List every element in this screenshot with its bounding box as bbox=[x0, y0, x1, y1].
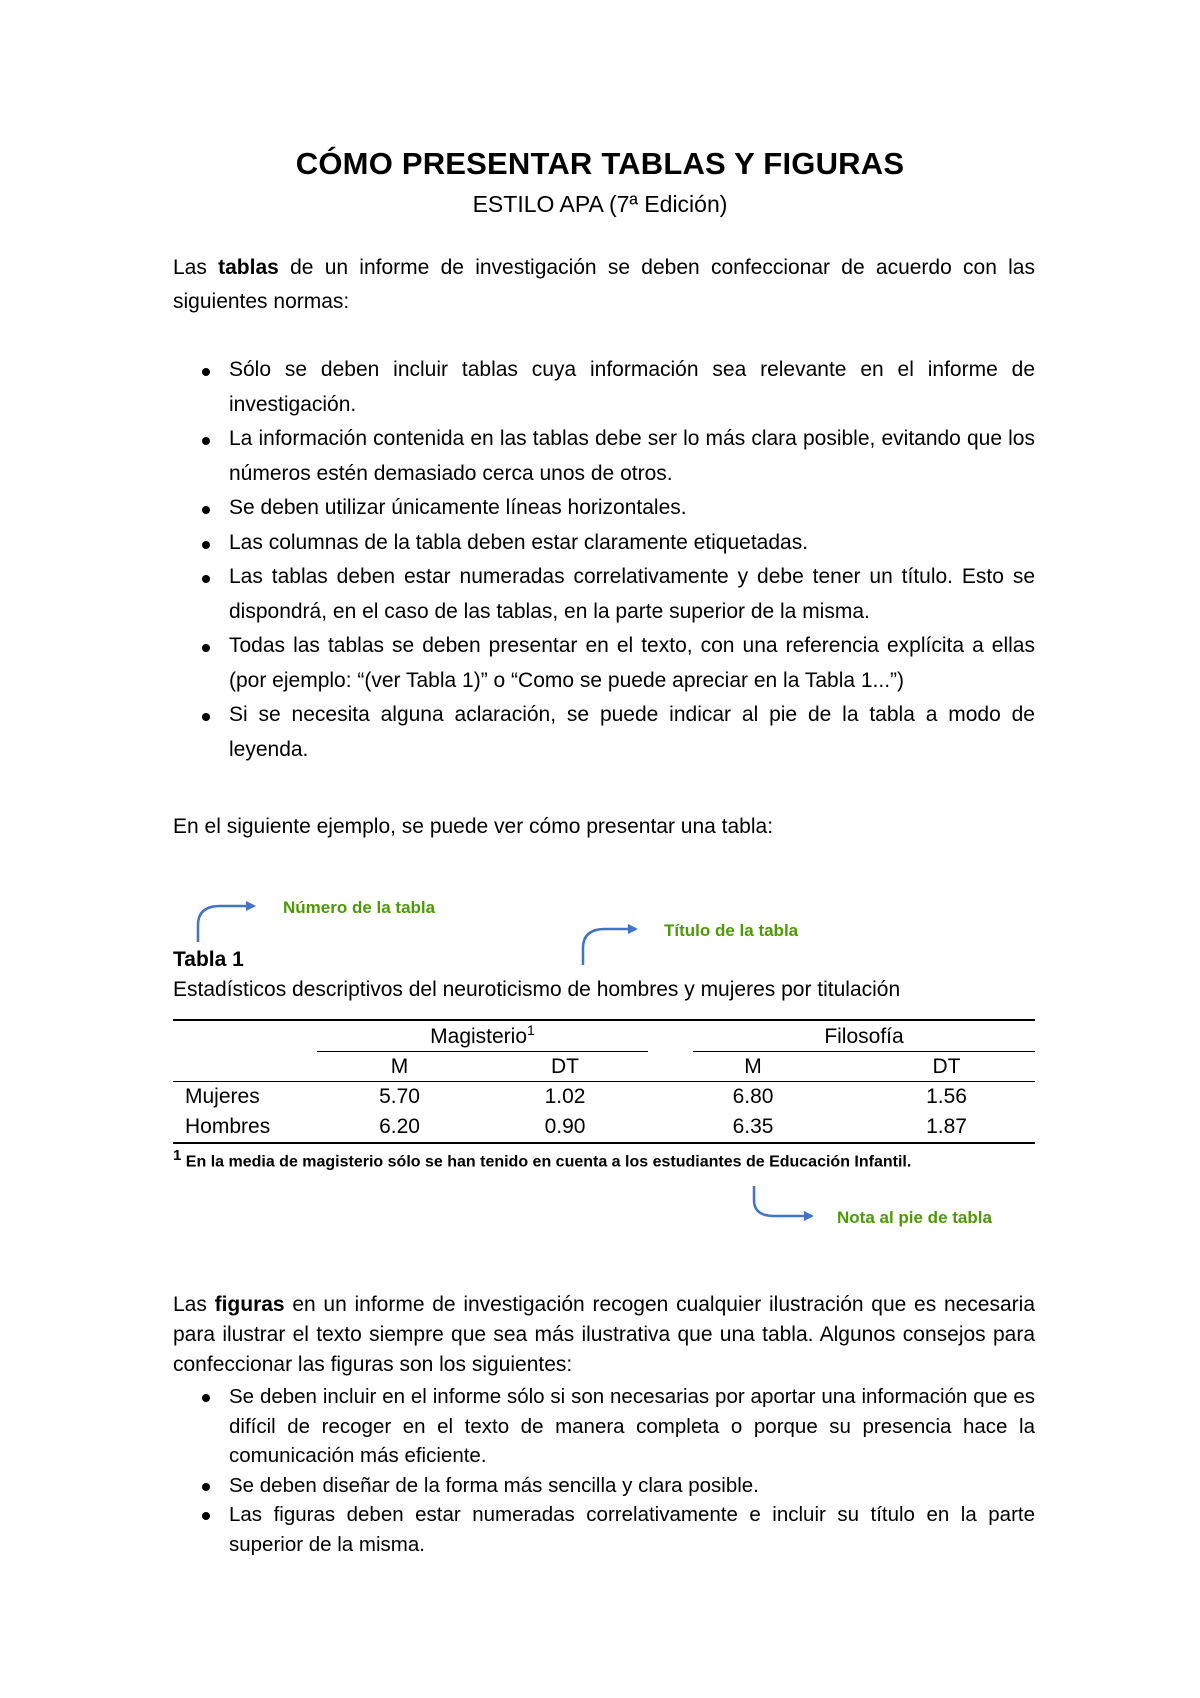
group-header-magisterio: Magisterio$^1$ bbox=[430, 1022, 535, 1048]
list-item: Todas las tablas se deben presentar en el texto, con una referencia explícita a ellas (por ejemplo: “(ver Tabla 1)” o “Como se puede apreciar en la Tabla 1...”) bbox=[173, 629, 1035, 698]
table-cell: 1.02 bbox=[544, 1085, 586, 1108]
example-intro: En el siguiente ejemplo, se puede ver cómo presentar una tabla: bbox=[173, 815, 774, 838]
subheader-cell: DT bbox=[551, 1055, 579, 1078]
list-item: La información contenida en las tablas debe ser lo más clara posible, evitando que los números estén demasiado cerca unos de otros. bbox=[173, 422, 1035, 491]
list-item: Sólo se deben incluir tablas cuya información sea relevante en el informe de investigación. bbox=[173, 353, 1035, 422]
table-number-arrow-icon bbox=[198, 906, 254, 942]
table-number-annotation: Número de la tabla bbox=[283, 898, 436, 917]
subheader-cell: DT bbox=[932, 1055, 961, 1078]
figures-intro: Las figuras en un informe de investigación recogen cualquier ilustración que es necesaria para ilustrar el texto siempre que sea más ilustrativa que una tabla. Algunos consejos para confeccionar las figuras son los siguientes: bbox=[173, 1293, 1035, 1376]
table-bottom-rule bbox=[173, 1142, 1035, 1144]
page-title: CÓMO PRESENTAR TABLAS Y FIGURAS bbox=[295, 146, 905, 181]
page-subtitle: ESTILO APA (7ª Edición) bbox=[472, 191, 728, 217]
list-item: Las figuras deben estar numeradas correlativamente e incluir su título en la parte superior de la misma. bbox=[173, 1500, 1035, 1559]
figures-rules-list bbox=[173, 1382, 1035, 1559]
row-label: Mujeres bbox=[185, 1085, 260, 1108]
table-cell: 6.35 bbox=[732, 1115, 774, 1138]
table-title-annotation: Título de la tabla bbox=[664, 921, 799, 940]
table-cell: 6.20 bbox=[379, 1115, 420, 1138]
table-label: Tabla 1 bbox=[173, 948, 244, 971]
table-top-rule bbox=[173, 1019, 1035, 1021]
table-note-annotation: Nota al pie de tabla bbox=[837, 1208, 992, 1227]
list-item: Si se necesita alguna aclaración, se puede indicar al pie de la tabla a modo de leyenda. bbox=[173, 698, 1035, 767]
table-cell: 1.87 bbox=[926, 1115, 967, 1138]
subheader-cell: M bbox=[390, 1055, 409, 1078]
table-title-arrow-icon bbox=[583, 929, 636, 965]
bullet-icon bbox=[202, 1512, 210, 1520]
list-item: Se deben diseñar de la forma más sencilla y clara posible. bbox=[173, 1471, 1035, 1501]
table-cell: 5.70 bbox=[379, 1085, 420, 1108]
list-item: Se deben utilizar únicamente líneas horizontales. bbox=[173, 491, 1035, 526]
table-title: Estadísticos descriptivos del neuroticismo de hombres y mujeres por titulación bbox=[173, 978, 901, 1001]
table-note-arrow-icon bbox=[754, 1186, 812, 1216]
list-item: Se deben incluir en el informe sólo si son necesarias por aportar una información que es difícil de recoger en el texto de manera completa o porque su presencia hace la comunicación más eficiente. bbox=[173, 1382, 1035, 1471]
tables-keyword: tablas bbox=[218, 256, 279, 279]
list-item: Las columnas de la tabla deben estar claramente etiquetadas. bbox=[173, 526, 1035, 561]
tables-intro: Las tablas de un informe de investigación se deben confeccionar de acuerdo con las siguientes normas: bbox=[173, 256, 1035, 313]
figures-keyword: figuras bbox=[214, 1293, 285, 1316]
table-cell: 1.56 bbox=[926, 1085, 967, 1108]
table-row bbox=[173, 1112, 1035, 1142]
bullet-icon bbox=[202, 1394, 210, 1402]
row-label: Hombres bbox=[185, 1115, 271, 1138]
group-header-filosofia: Filosofía bbox=[824, 1025, 904, 1048]
table-note: $^1$ En la media de magisterio sólo se han tenido en cuenta a los estudiantes de Educación Infantil. bbox=[173, 1147, 912, 1171]
subheader-cell: M bbox=[744, 1055, 762, 1078]
list-item: Las tablas deben estar numeradas correlativamente y debe tener un título. Esto se dispondrá, en el caso de las tablas, en la parte superior de la misma. bbox=[173, 560, 1035, 629]
bullet-icon bbox=[202, 1483, 210, 1491]
table-row bbox=[173, 1082, 1035, 1112]
table-cell: 6.80 bbox=[732, 1085, 774, 1108]
table-subheader-row bbox=[173, 1052, 1035, 1082]
example-table bbox=[173, 1052, 1035, 1142]
table-cell: 0.90 bbox=[544, 1115, 586, 1138]
